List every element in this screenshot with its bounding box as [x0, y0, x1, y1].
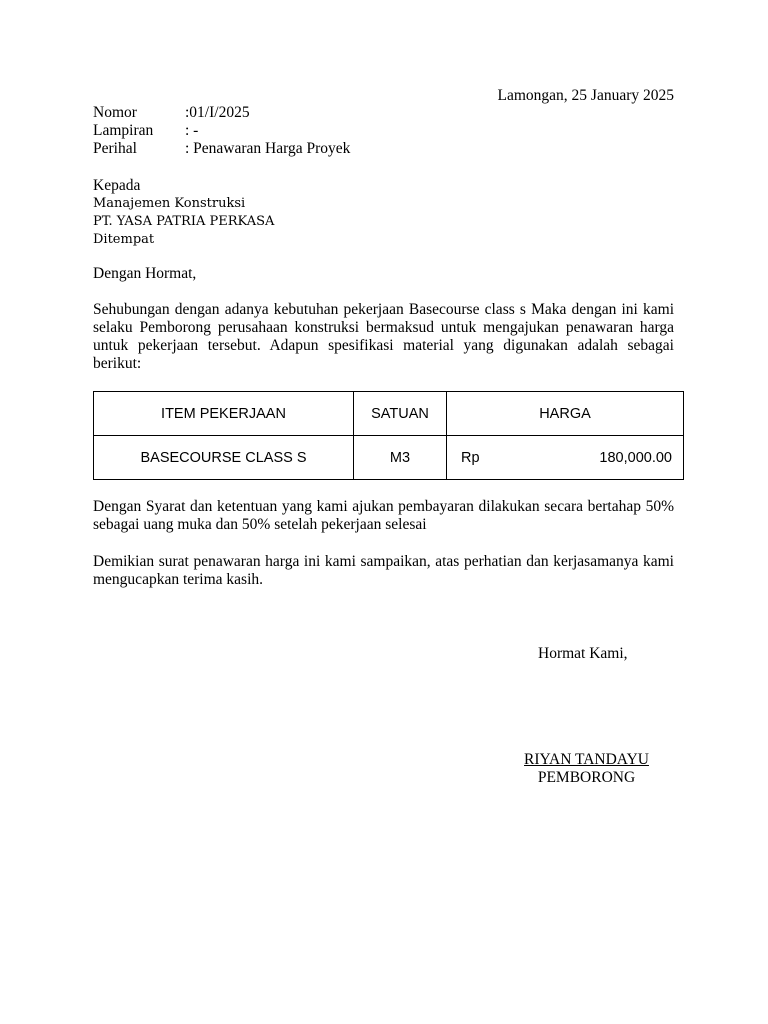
- recipient-line3: Ditempat: [93, 232, 155, 247]
- signer-name: RIYAN TANDAYU: [524, 751, 649, 768]
- table-row: [94, 436, 684, 480]
- signer-title: PEMBORONG: [537, 769, 636, 786]
- cell-unit: M3: [354, 436, 447, 480]
- recipient-block: [93, 177, 274, 249]
- recipient-line2: PT. YASA PATRIA PERKASA: [93, 214, 275, 229]
- meta-value: : Penawaran Harga Proyek: [185, 140, 351, 157]
- closing-paragraph: Demikian surat penawaran harga ini kami sampaikan, atas perhatian dan kerjasamanya kami mengucapkan terima kasih.: [93, 553, 674, 588]
- cell-item: BASECOURSE CLASS S: [94, 436, 354, 480]
- terms-paragraph: Dengan Syarat dan ketentuan yang kami ajukan pembayaran dilakukan secara bertahap 50% sebagai uang muka dan 50% setelah pekerjaan selesai: [93, 498, 674, 533]
- price-amount: 180,000.00: [599, 449, 672, 466]
- closing-salutation: Hormat Kami,: [538, 645, 628, 662]
- header-unit: SATUAN: [354, 392, 447, 436]
- recipient-to: Kepada: [93, 177, 141, 194]
- intro-paragraph: Sehubungan dengan adanya kebutuhan pekerjaan Basecourse class s Maka dengan ini kami selaku Pemborong perusahaan konstruksi bermaksud untuk mengajukan penawaran harga untuk pekerjaan tersebut. Adapun spesifikasi material yang digunakan adalah sebagai berikut:: [93, 301, 674, 372]
- meta-value: :01/I/2025: [185, 104, 250, 121]
- price-currency: Rp: [461, 449, 480, 466]
- letter-meta: [93, 104, 350, 158]
- signature-block: [516, 751, 657, 787]
- meta-row-perihal: [93, 140, 350, 158]
- meta-key: Nomor: [93, 104, 137, 121]
- letter-date: Lamongan, 25 January 2025: [497, 87, 674, 104]
- cell-price: [447, 436, 684, 480]
- meta-value: : -: [185, 122, 199, 139]
- price-table: [93, 391, 684, 480]
- meta-key: Lampiran: [93, 122, 154, 139]
- greeting: Dengan Hormat,: [93, 265, 197, 282]
- meta-row-nomor: [93, 104, 350, 122]
- recipient-line1: Manajemen Konstruksi: [93, 196, 246, 211]
- meta-row-lampiran: [93, 122, 350, 140]
- header-item: ITEM PEKERJAAN: [94, 392, 354, 436]
- meta-key: Perihal: [93, 140, 137, 157]
- header-price: HARGA: [447, 392, 684, 436]
- table-header-row: [94, 392, 684, 436]
